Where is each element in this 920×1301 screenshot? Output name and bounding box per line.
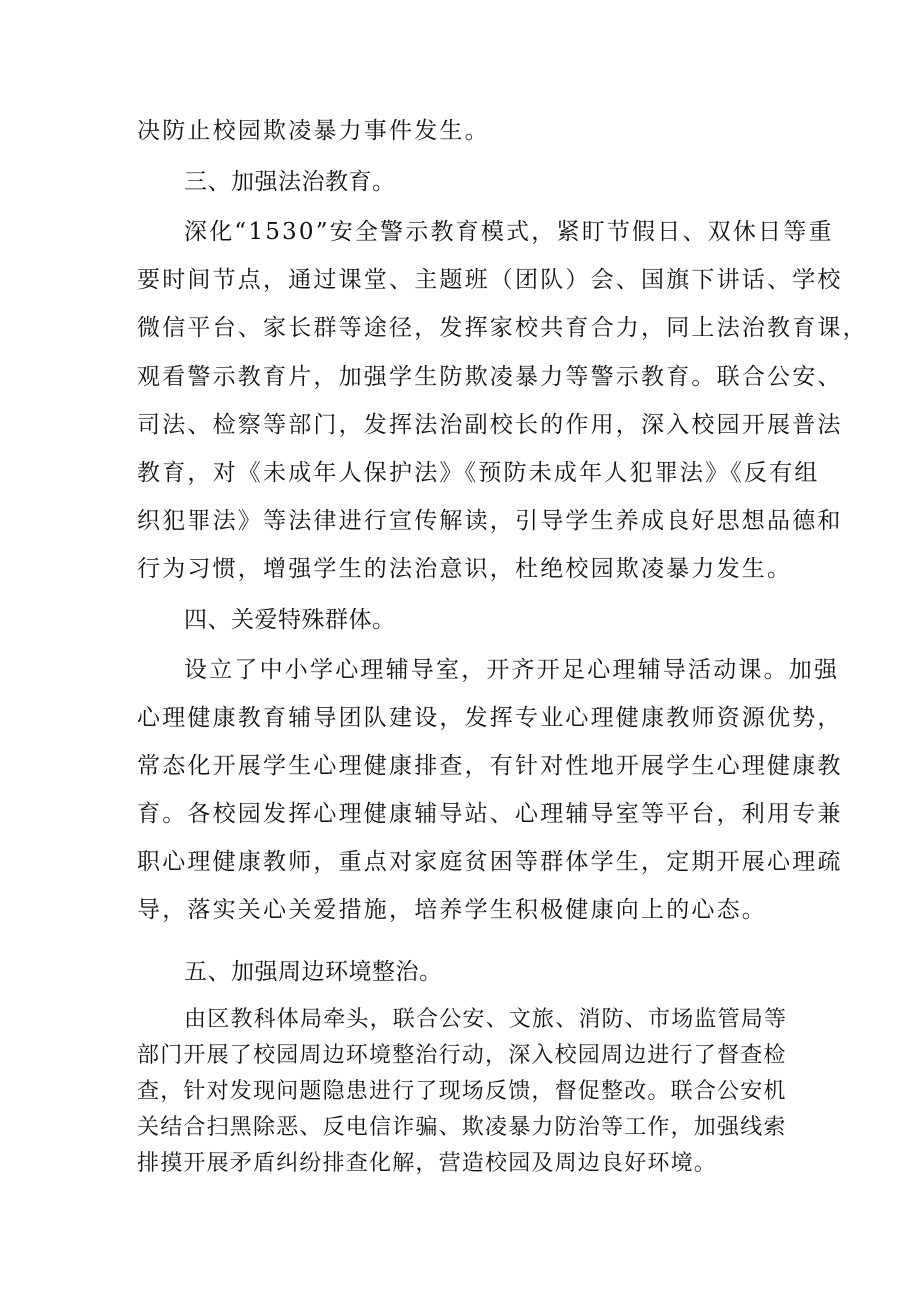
section-5-line: 查，针对发现问题隐患进行了现场反馈，督促整改。联合公安机 bbox=[137, 1079, 787, 1104]
section-4-line: 常态化开展学生心理健康排查，有针对性地开展学生心理健康教 bbox=[137, 753, 843, 779]
section-4-heading: 四、关爱特殊群体。 bbox=[184, 607, 396, 633]
section-3-line: 织犯罪法》等法律进行宣传解读，引导学生养成良好思想品德和 bbox=[137, 508, 843, 534]
section-4-line: 心理健康教育辅导团队建设，发挥专业心理健康教师资源优势， bbox=[137, 705, 843, 731]
section-4-line: 导，落实关心关爱措施，培养学生积极健康向上的心态。 bbox=[137, 897, 767, 923]
section-5-heading: 五、加强周边环境整治。 bbox=[184, 959, 443, 985]
section-3-heading: 三、加强法治教育。 bbox=[184, 169, 396, 195]
section-4-line: 育。各校园发挥心理健康辅导站、心理辅导室等平台，利用专兼 bbox=[137, 801, 843, 827]
section-3-line: 观看警示教育片，加强学生防欺凌暴力等警示教育。联合公安、 bbox=[137, 364, 843, 390]
section-3-line: 司法、检察等部门，发挥法治副校长的作用，深入校园开展普法 bbox=[137, 412, 843, 438]
section-3-line: 要时间节点，通过课堂、主题班（团队）会、国旗下讲话、学校 bbox=[137, 267, 843, 293]
section-5-line: 关结合扫黑除恶、反电信诈骗、欺凌暴力防治等工作，加强线索 bbox=[137, 1115, 787, 1140]
section-5-line: 部门开展了校园周边环境整治行动，深入校园周边进行了督查检 bbox=[137, 1043, 787, 1068]
section-3-line: 教育，对《未成年人保护法》《预防未成年人犯罪法》《反有组 bbox=[137, 460, 820, 486]
section-4-line: 职心理健康教师，重点对家庭贫困等群体学生，定期开展心理疏 bbox=[137, 849, 843, 875]
section-3-line: 深化“1530”安全警示教育模式，紧盯节假日、双休日等重 bbox=[184, 219, 834, 245]
section-4-line: 设立了中小学心理辅导室，开齐开足心理辅导活动课。加强 bbox=[184, 657, 840, 683]
section-5-line: 由区教科体局牵头，联合公安、文旅、消防、市场监管局等 bbox=[184, 1007, 788, 1032]
section-5-line: 排摸开展矛盾纠纷排查化解，营造校园及周边良好环境。 bbox=[137, 1151, 718, 1176]
section-3-line: 行为习惯，增强学生的法治意识，杜绝校园欺凌暴力发生。 bbox=[137, 556, 793, 582]
intro-line: 决防止校园欺凌暴力事件发生。 bbox=[137, 118, 490, 144]
section-3-line: 微信平台、家长群等途径，发挥家校共育合力，同上法治教育课， bbox=[137, 315, 868, 341]
